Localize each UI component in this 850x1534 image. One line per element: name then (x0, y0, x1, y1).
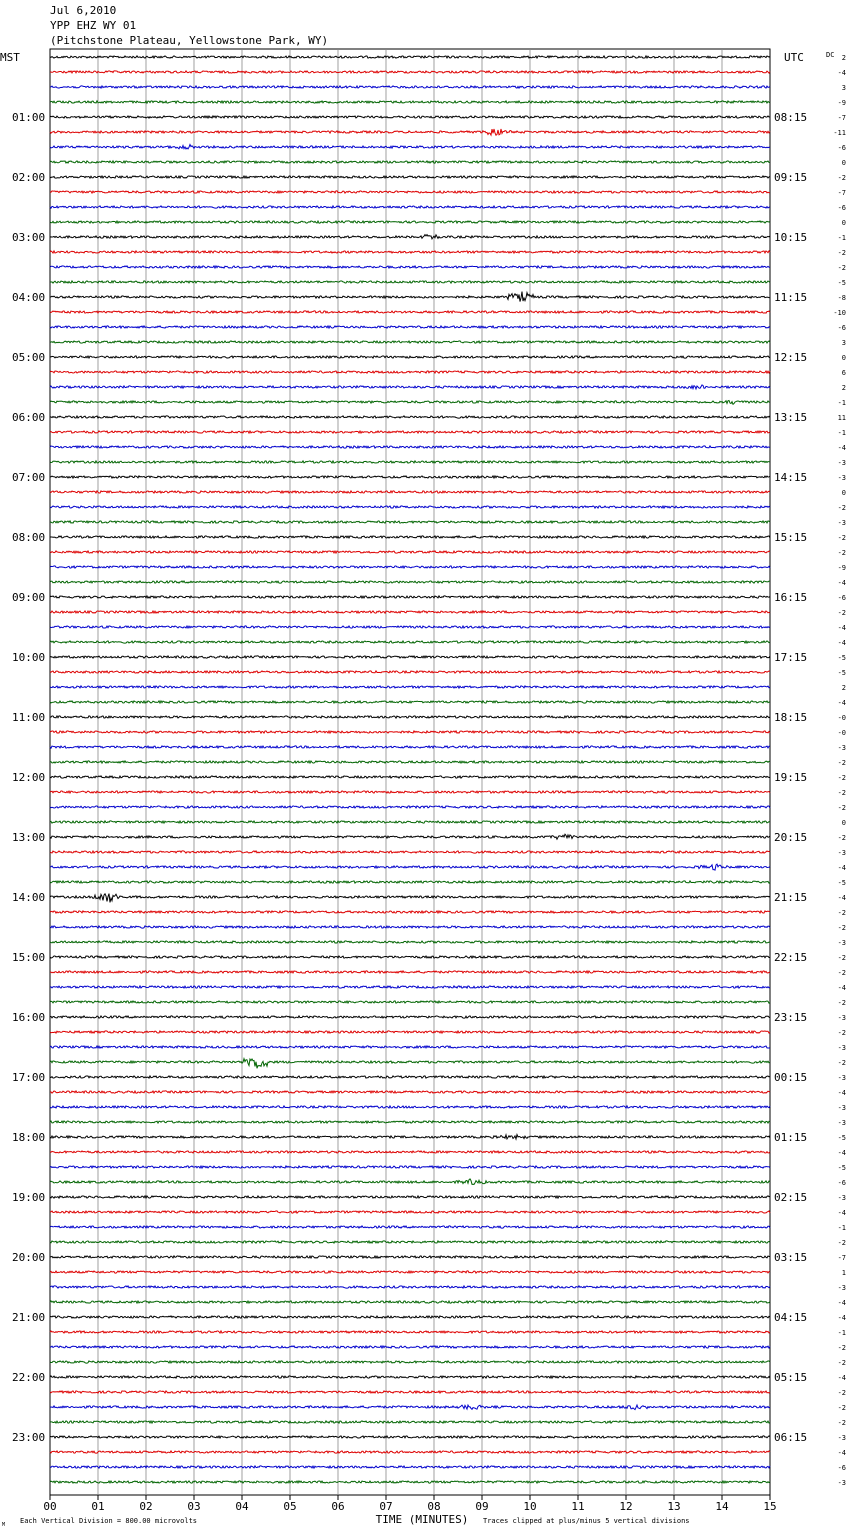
seismic-trace (50, 1059, 770, 1069)
dc-offset-label: -2 (837, 1359, 846, 1367)
dc-offset-label: -4 (837, 1374, 846, 1382)
dc-offset-label: -2 (837, 174, 846, 182)
dc-offset-label: -1 (837, 1224, 846, 1232)
dc-offset-label: -2 (837, 804, 846, 812)
dc-offset-label: -3 (837, 1074, 846, 1082)
utc-hour-label: 18:15 (774, 711, 808, 724)
seismic-trace (50, 1405, 770, 1410)
dc-offset-label: 3 (841, 84, 846, 92)
dc-offset-label: -1 (837, 1329, 846, 1337)
dc-offset-label: -2 (837, 999, 846, 1007)
dc-offset-label: -2 (837, 1419, 846, 1427)
seismic-trace (50, 431, 770, 433)
dc-offset-label: -6 (837, 144, 846, 152)
dc-offset-label: 3 (841, 339, 846, 347)
x-axis-title: TIME (MINUTES) (375, 1513, 469, 1526)
utc-hour-label: 03:15 (774, 1251, 808, 1264)
utc-hour-label: 02:15 (774, 1191, 808, 1204)
seismic-trace (50, 1016, 770, 1018)
dc-offset-label: -4 (837, 444, 846, 452)
seismic-trace (50, 56, 770, 58)
dc-offset-label: -7 (837, 189, 846, 197)
seismic-trace (50, 1436, 770, 1438)
seismic-trace (50, 701, 770, 703)
dc-offset-label: -3 (837, 519, 846, 527)
dc-offset-label: -2 (837, 1404, 846, 1412)
seismic-trace (50, 385, 770, 389)
dc-offset-label: -3 (837, 1479, 846, 1487)
dc-offset-label: -3 (837, 474, 846, 482)
seismic-trace (50, 566, 770, 568)
dc-offset-label: -3 (837, 1194, 846, 1202)
utc-hour-label: 00:15 (774, 1071, 808, 1084)
seismic-trace (50, 1286, 770, 1288)
dc-offset-label: -0 (837, 714, 846, 722)
seismic-trace (50, 1271, 770, 1273)
dc-offset-label: -1 (837, 234, 846, 242)
seismic-trace (50, 1391, 770, 1393)
seismic-trace (50, 206, 770, 208)
x-tick-label: 03 (187, 1500, 201, 1513)
seismic-trace (50, 251, 770, 253)
dc-offset-label: 0 (841, 489, 846, 497)
seismic-trace (50, 536, 770, 538)
dc-offset-label: -6 (837, 324, 846, 332)
dc-offset-label: -4 (837, 1314, 846, 1322)
seismic-trace (50, 1046, 770, 1048)
utc-hour-label: 12:15 (774, 351, 808, 364)
x-tick-label: 01 (91, 1500, 105, 1513)
dc-offset-label: 0 (841, 354, 846, 362)
seismic-trace (50, 401, 770, 405)
utc-hour-label: 10:15 (774, 231, 808, 244)
mst-hour-label: 05:00 (12, 351, 46, 364)
seismic-trace (50, 1256, 770, 1258)
seismic-trace (50, 1001, 770, 1003)
seismic-trace (50, 1166, 770, 1168)
mst-hour-label: 09:00 (12, 591, 46, 604)
dc-offset-label: -0 (837, 729, 846, 737)
dc-offset-label: -4 (837, 864, 846, 872)
x-tick-label: 14 (715, 1500, 729, 1513)
utc-hour-label: 23:15 (774, 1011, 808, 1024)
station-location: (Pitchstone Plateau, Yellowstone Park, WY) (50, 34, 329, 47)
dc-offset-label: -6 (837, 594, 846, 602)
seismic-trace (50, 1106, 770, 1108)
seismic-trace (50, 1451, 770, 1453)
mst-hour-label: 21:00 (12, 1311, 46, 1324)
dc-offset-label: -2 (837, 249, 846, 257)
vertical-scale-note: Each Vertical Division = 800.00 microvolts (20, 1517, 198, 1525)
seismic-trace (50, 1421, 770, 1423)
dc-offset-label: -7 (837, 114, 846, 122)
time-grid (50, 49, 770, 1495)
dc-offset-label: -2 (837, 1029, 846, 1037)
seismic-trace (50, 476, 770, 478)
seismic-trace (50, 101, 770, 103)
seismic-trace (50, 806, 770, 808)
seismic-trace (50, 851, 770, 853)
dc-offset-label: -2 (837, 1389, 846, 1397)
dc-offset-label: 0 (841, 159, 846, 167)
dc-offset-label: 2 (841, 54, 846, 62)
dc-offset-label: -10 (833, 309, 846, 317)
utc-hour-label: 16:15 (774, 591, 808, 604)
mst-hour-label: 03:00 (12, 231, 46, 244)
seismic-trace (50, 292, 770, 302)
mst-hour-label: 02:00 (12, 171, 46, 184)
dc-offset-label: -2 (837, 924, 846, 932)
seismic-trace (50, 1226, 770, 1228)
seismic-trace (50, 926, 770, 928)
dc-offset-label: -1 (837, 429, 846, 437)
dc-offset-label: -3 (837, 1119, 846, 1127)
dc-offset-label: -2 (837, 549, 846, 557)
x-tick-label: 07 (379, 1500, 393, 1513)
mst-hour-label: 13:00 (12, 831, 46, 844)
seismic-trace (50, 971, 770, 973)
dc-offset-label: 0 (841, 819, 846, 827)
seismic-trace (50, 446, 770, 448)
utc-hour-label: 04:15 (774, 1311, 808, 1324)
seismic-trace (50, 161, 770, 163)
dc-offset-label: -2 (837, 909, 846, 917)
dc-offset-label: -2 (837, 759, 846, 767)
dc-offset-label: -3 (837, 1434, 846, 1442)
dc-offset-label: -2 (837, 1059, 846, 1067)
dc-offset-label: -6 (837, 204, 846, 212)
dc-offset-label: -2 (837, 954, 846, 962)
seismic-trace (50, 491, 770, 493)
axis-labels (12, 54, 846, 1513)
dc-offset-label: -4 (837, 1449, 846, 1457)
utc-hour-label: 08:15 (774, 111, 808, 124)
seismic-trace (50, 686, 770, 688)
seismic-trace (50, 626, 770, 628)
mst-hour-label: 15:00 (12, 951, 46, 964)
dc-offset-label: -6 (837, 1464, 846, 1472)
dc-offset-label: -4 (837, 894, 846, 902)
dc-offset-label: -5 (837, 1164, 846, 1172)
dc-offset-label: -2 (837, 834, 846, 842)
dc-offset-label: 11 (837, 414, 846, 422)
dc-offset-label: 1 (841, 1269, 846, 1277)
seismic-trace (50, 1466, 770, 1468)
mst-hour-label: 07:00 (12, 471, 46, 484)
utc-axis-label: UTC (784, 51, 804, 64)
dc-offset-label: -4 (837, 1299, 846, 1307)
seismic-trace (50, 864, 770, 870)
seismic-trace (50, 311, 770, 313)
dc-offset-label: -1 (837, 399, 846, 407)
seismic-trace (50, 986, 770, 988)
seismic-trace (50, 881, 770, 883)
dc-column-label: DC (826, 51, 835, 59)
dc-offset-label: -9 (837, 564, 846, 572)
station-code: YPP EHZ WY 01 (50, 19, 137, 32)
utc-hour-label: 05:15 (774, 1371, 808, 1384)
mst-axis-label: MST (0, 51, 20, 64)
dc-offset-label: -4 (837, 69, 846, 77)
clipping-note: Traces clipped at plus/minus 5 vertical divisions (483, 1517, 690, 1525)
seismic-trace (50, 656, 770, 658)
seismic-trace (50, 1091, 770, 1093)
seismic-trace (50, 1331, 770, 1333)
dc-offset-label: -2 (837, 504, 846, 512)
x-tick-label: 00 (43, 1500, 57, 1513)
seismic-trace (50, 956, 770, 958)
seismic-trace (50, 1346, 770, 1348)
dc-offset-label: -9 (837, 99, 846, 107)
seismic-trace (50, 1135, 770, 1139)
seismic-trace (50, 1376, 770, 1378)
seismic-trace (50, 1121, 770, 1123)
seismic-trace (50, 191, 770, 193)
seismic-trace (50, 731, 770, 733)
seismic-trace (50, 266, 770, 268)
mst-hour-label: 23:00 (12, 1431, 46, 1444)
seismogram-traces (50, 56, 770, 1483)
seismic-trace (50, 791, 770, 793)
seismic-trace (50, 86, 770, 88)
mst-hour-label: 18:00 (12, 1131, 46, 1144)
mst-hour-label: 01:00 (12, 111, 46, 124)
mst-hour-label: 14:00 (12, 891, 46, 904)
utc-hour-label: 01:15 (774, 1131, 808, 1144)
dc-offset-label: -2 (837, 1344, 846, 1352)
mst-hour-label: 20:00 (12, 1251, 46, 1264)
seismic-trace (50, 641, 770, 643)
dc-offset-label: -4 (837, 1149, 846, 1157)
seismic-trace (50, 506, 770, 508)
seismic-trace (50, 834, 770, 839)
utc-hour-label: 13:15 (774, 411, 808, 424)
seismic-trace (50, 356, 770, 358)
mst-hour-label: 19:00 (12, 1191, 46, 1204)
dc-offset-label: 2 (841, 384, 846, 392)
x-tick-label: 11 (571, 1500, 585, 1513)
dc-offset-label: -6 (837, 1179, 846, 1187)
seismic-trace (50, 941, 770, 943)
plot-frame (50, 49, 770, 1495)
seismic-trace (50, 1316, 770, 1318)
seismic-trace (50, 894, 770, 903)
seismic-trace (50, 1179, 770, 1185)
x-tick-label: 10 (523, 1500, 537, 1513)
seismic-trace (50, 596, 770, 598)
dc-offset-label: -2 (837, 264, 846, 272)
utc-hour-label: 22:15 (774, 951, 808, 964)
mst-hour-label: 04:00 (12, 291, 46, 304)
dc-offset-label: -5 (837, 654, 846, 662)
seismic-trace (50, 911, 770, 913)
dc-offset-label: 6 (841, 369, 846, 377)
seismic-trace (50, 581, 770, 583)
seismic-trace (50, 1151, 770, 1153)
x-tick-label: 09 (475, 1500, 489, 1513)
dc-offset-label: -5 (837, 279, 846, 287)
seismic-trace (50, 1481, 770, 1483)
seismic-trace (50, 716, 770, 718)
seismic-trace (50, 1076, 770, 1078)
utc-hour-label: 06:15 (774, 1431, 808, 1444)
seismic-trace (50, 129, 770, 135)
utc-hour-label: 15:15 (774, 531, 808, 544)
dc-offset-label: -3 (837, 1284, 846, 1292)
dc-offset-label: -2 (837, 789, 846, 797)
dc-offset-label: -8 (837, 294, 846, 302)
corner-mark: M (2, 1522, 6, 1528)
dc-offset-label: -5 (837, 669, 846, 677)
dc-offset-label: -3 (837, 1044, 846, 1052)
dc-offset-label: -11 (833, 129, 846, 137)
dc-offset-label: -5 (837, 1134, 846, 1142)
seismic-trace (50, 176, 770, 178)
mst-hour-label: 16:00 (12, 1011, 46, 1024)
dc-offset-label: 2 (841, 684, 846, 692)
seismic-trace (50, 1196, 770, 1198)
seismic-trace (50, 116, 770, 118)
mst-hour-label: 12:00 (12, 771, 46, 784)
dc-offset-label: -2 (837, 1239, 846, 1247)
dc-offset-label: -4 (837, 699, 846, 707)
dc-offset-label: -4 (837, 639, 846, 647)
dc-offset-label: -4 (837, 1089, 846, 1097)
dc-offset-label: -2 (837, 534, 846, 542)
seismic-trace (50, 1361, 770, 1363)
x-tick-label: 06 (331, 1500, 345, 1513)
seismic-trace (50, 221, 770, 223)
seismic-trace (50, 371, 770, 373)
seismic-trace (50, 461, 770, 463)
seismic-trace (50, 1241, 770, 1243)
dc-offset-label: -4 (837, 624, 846, 632)
seismic-trace (50, 611, 770, 613)
dc-offset-label: -3 (837, 459, 846, 467)
seismic-trace (50, 521, 770, 523)
seismic-trace (50, 326, 770, 328)
utc-hour-label: 09:15 (774, 171, 808, 184)
seismic-trace (50, 281, 770, 283)
x-tick-label: 12 (619, 1500, 633, 1513)
x-tick-label: 08 (427, 1500, 441, 1513)
seismic-trace (50, 1211, 770, 1213)
x-tick-label: 04 (235, 1500, 249, 1513)
seismic-trace (50, 416, 770, 418)
seismic-trace (50, 551, 770, 553)
x-tick-label: 13 (667, 1500, 681, 1513)
mst-hour-label: 10:00 (12, 651, 46, 664)
seismic-trace (50, 1301, 770, 1303)
mst-hour-label: 08:00 (12, 531, 46, 544)
x-tick-label: 05 (283, 1500, 297, 1513)
dc-offset-label: -4 (837, 579, 846, 587)
seismic-trace (50, 776, 770, 778)
utc-hour-label: 20:15 (774, 831, 808, 844)
mst-hour-label: 06:00 (12, 411, 46, 424)
utc-hour-label: 11:15 (774, 291, 808, 304)
dc-offset-label: -3 (837, 849, 846, 857)
dc-offset-label: -3 (837, 1014, 846, 1022)
dc-offset-label: -2 (837, 774, 846, 782)
utc-hour-label: 19:15 (774, 771, 808, 784)
dc-offset-label: -2 (837, 609, 846, 617)
dc-offset-label: -3 (837, 744, 846, 752)
seismic-trace (50, 761, 770, 763)
seismic-trace (50, 235, 770, 239)
dc-offset-label: -4 (837, 984, 846, 992)
dc-offset-label: -3 (837, 939, 846, 947)
dc-offset-label: 0 (841, 219, 846, 227)
seismic-trace (50, 341, 770, 343)
plot-date: Jul 6,2010 (50, 4, 117, 17)
seismic-trace (50, 71, 770, 73)
dc-offset-label: -3 (837, 1104, 846, 1112)
mst-hour-label: 11:00 (12, 711, 46, 724)
dc-offset-label: -5 (837, 879, 846, 887)
utc-hour-label: 17:15 (774, 651, 808, 664)
seismic-trace (50, 821, 770, 823)
seismic-trace (50, 1031, 770, 1033)
dc-offset-label: -2 (837, 969, 846, 977)
x-tick-label: 02 (139, 1500, 153, 1513)
x-tick-label: 15 (763, 1500, 777, 1513)
mst-hour-label: 22:00 (12, 1371, 46, 1384)
mst-hour-label: 17:00 (12, 1071, 46, 1084)
dc-offset-label: -4 (837, 1209, 846, 1217)
dc-offset-label: -7 (837, 1254, 846, 1262)
seismic-trace (50, 671, 770, 673)
utc-hour-label: 21:15 (774, 891, 808, 904)
seismic-trace (50, 746, 770, 748)
utc-hour-label: 14:15 (774, 471, 808, 484)
seismic-trace (50, 145, 770, 150)
